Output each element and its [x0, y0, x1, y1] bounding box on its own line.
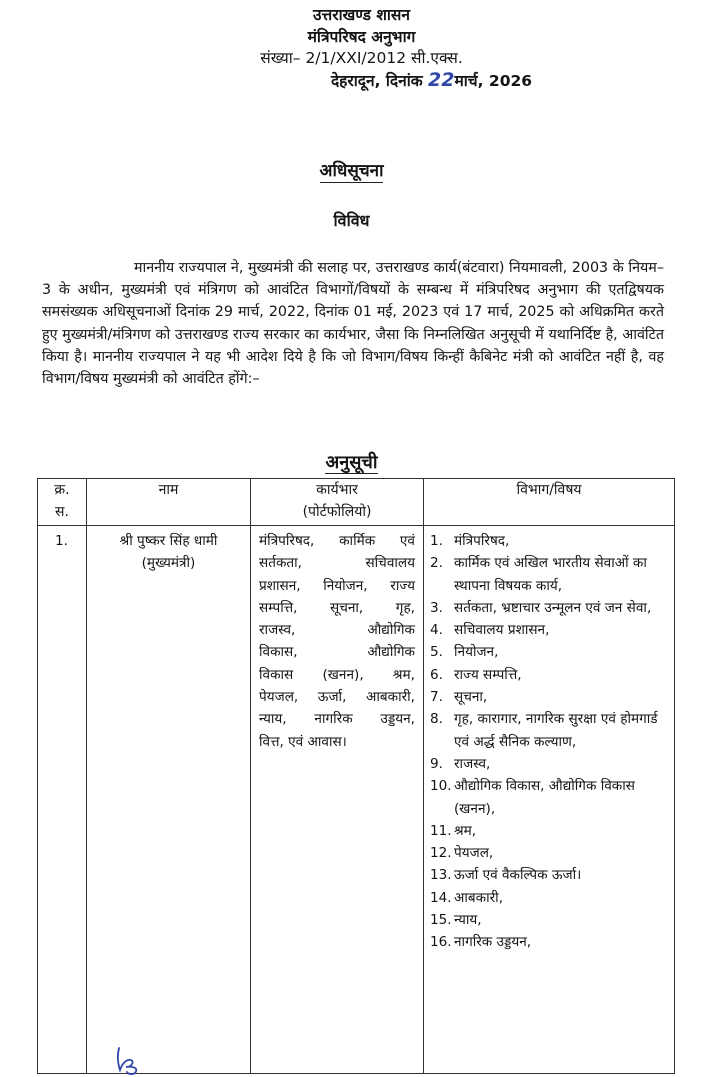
header-serial: क्र. स. [38, 479, 87, 526]
list-item [430, 887, 666, 909]
row-portfolio [251, 526, 424, 1074]
minister-name: श्री पुष्कर सिंह धामी (मुख्यमंत्री) [119, 533, 218, 572]
list-item [430, 530, 666, 552]
date-day-handwritten: 22 [428, 69, 455, 91]
portfolio-line: सर्तकता, सचिवालय [259, 555, 415, 572]
department-number: 6. [430, 666, 443, 683]
date-suffix: मार्च, 2026 [454, 72, 533, 90]
issue-date [80, 70, 703, 91]
department-text: श्रम, [454, 822, 477, 839]
list-item [430, 641, 666, 663]
department-text: सर्तकता, भ्रष्टाचार उन्मूलन एवं जन सेवा, [454, 599, 652, 616]
portfolio-line: विकास, औद्योगिक [259, 644, 415, 661]
list-item [430, 820, 666, 842]
department-number: 15. [430, 912, 452, 929]
department-number: 2. [430, 555, 443, 572]
notification-title: अधिसूचना [319, 161, 384, 181]
department-text: नियोजन, [454, 644, 499, 661]
list-item [430, 552, 666, 597]
department-number: 7. [430, 689, 443, 706]
portfolio-line: राजस्व, औद्योगिक [259, 622, 415, 639]
portfolio-line: वित्त, एवं आवास। [259, 733, 347, 750]
table-header-row [38, 479, 675, 526]
schedule-table [37, 478, 675, 1074]
reference-number: संख्या– 2/1/XXI/2012 सी.एक्स. [260, 49, 463, 67]
department-number: 1. [430, 533, 443, 549]
department-number: 12. [430, 845, 452, 862]
portfolio-line: मंत्रिपरिषद, कार्मिक एवं [259, 533, 415, 549]
list-item [430, 864, 666, 886]
department-number: 16. [430, 934, 452, 951]
header-portfolio: कार्यभार (पोर्टफोलियो) [251, 479, 424, 526]
list-item [430, 842, 666, 864]
row-name [87, 526, 251, 1074]
department-number: 4. [430, 622, 443, 639]
list-item [430, 597, 666, 619]
department-text: औद्योगिक विकास, औद्योगिक विकास (खनन), [454, 778, 635, 817]
header-name: नाम [87, 479, 251, 526]
department-text: राजस्व, [454, 755, 491, 772]
govt-heading: उत्तराखण्ड शासन [313, 6, 410, 24]
department-text: सचिवालय प्रशासन, [454, 622, 550, 639]
list-item [430, 775, 666, 820]
department-number: 10. [430, 778, 452, 795]
department-text: कार्मिक एवं अखिल भारतीय सेवाओं का स्थापना विषयक कार्य, [454, 555, 647, 594]
department-number: 5. [430, 644, 443, 661]
notification-paragraph: माननीय राज्यपाल ने, मुख्यमंत्री की सलाह पर, उत्तराखण्ड कार्य(बंटवारा) नियमावली, 2003 के नियम–3 के अधीन, मुख्यमंत्री एवं मंत्रिगण को आवंटित विभागों/विषयों के सम्बन्ध में मंत्रिपरिषद अनुभाग की एतद्विषयक समसंख्यक अधिसूचनाओं दिनांक 29 मार्च, 2022, दिनांक 01 मई, 2023 एवं 17 मार्च, 2025 को अधिक्रमित करते हुए मुख्यमंत्री/मंत्रिगण को उत्तराखण्ड राज्य सरकार का कार्यभार, जैसा कि निम्नलिखित अनुसूची में यथानिर्दिष्ट है, आवंटित किया है। माननीय राज्यपाल ने यह भी आदेश दिये है कि जो विभाग/विषय किन्हीं कैबिनेट मंत्री को आवंटित नहीं है, वह विभाग/विषय मुख्यमंत्री को आवंटित होंगे:– [42, 260, 664, 388]
department-number: 8. [430, 711, 443, 728]
portfolio-line: सम्पत्ति, सूचना, गृह, [259, 599, 415, 616]
row-departments [424, 526, 675, 1074]
list-item [430, 708, 666, 753]
department-text: सूचना, [454, 689, 488, 706]
department-text: राज्य सम्पत्ति, [454, 666, 522, 683]
portfolio-text [251, 526, 423, 753]
list-item [430, 619, 666, 641]
department-number: 11. [430, 822, 452, 839]
schedule-title: अनुसूची [325, 452, 378, 473]
list-item [430, 664, 666, 686]
portfolio-line: प्रशासन, नियोजन, राज्य [259, 577, 415, 594]
department-text: ऊर्जा एवं वैकल्पिक ऊर्जा। [454, 867, 582, 884]
department-text: नागरिक उड्डयन, [454, 934, 532, 951]
department-number: 3. [430, 599, 443, 616]
portfolio-line: विकास (खनन), श्रम, [259, 666, 415, 683]
department-text: मंत्रिपरिषद, [454, 533, 510, 549]
portfolio-line: न्याय, नागरिक उड्डयन, [259, 711, 415, 728]
department-number: 9. [430, 755, 443, 772]
table-row [38, 526, 675, 1074]
list-item [430, 909, 666, 931]
notification-subtitle: विविध [333, 211, 370, 230]
department-text: न्याय, [454, 912, 482, 929]
department-text: गृह, कारागार, नागरिक सुरक्षा एवं होमगार्ड एवं अर्द्ध सैनिक कल्याण, [454, 711, 658, 750]
row-serial: 1. [38, 526, 87, 1074]
header-department: विभाग/विषय [424, 479, 675, 526]
portfolio-line: पेयजल, ऊर्जा, आबकारी, [259, 689, 415, 706]
list-item [430, 686, 666, 708]
date-prefix: देहरादून, दिनांक [330, 72, 423, 90]
department-list [424, 526, 674, 954]
list-item [430, 931, 666, 953]
department-number: 14. [430, 889, 452, 906]
section-heading: मंत्रिपरिषद अनुभाग [307, 28, 416, 46]
department-text: पेयजल, [454, 845, 494, 862]
department-text: आबकारी, [454, 889, 504, 906]
list-item [430, 753, 666, 775]
department-number: 13. [430, 867, 452, 884]
initials-signature [113, 1040, 153, 1076]
